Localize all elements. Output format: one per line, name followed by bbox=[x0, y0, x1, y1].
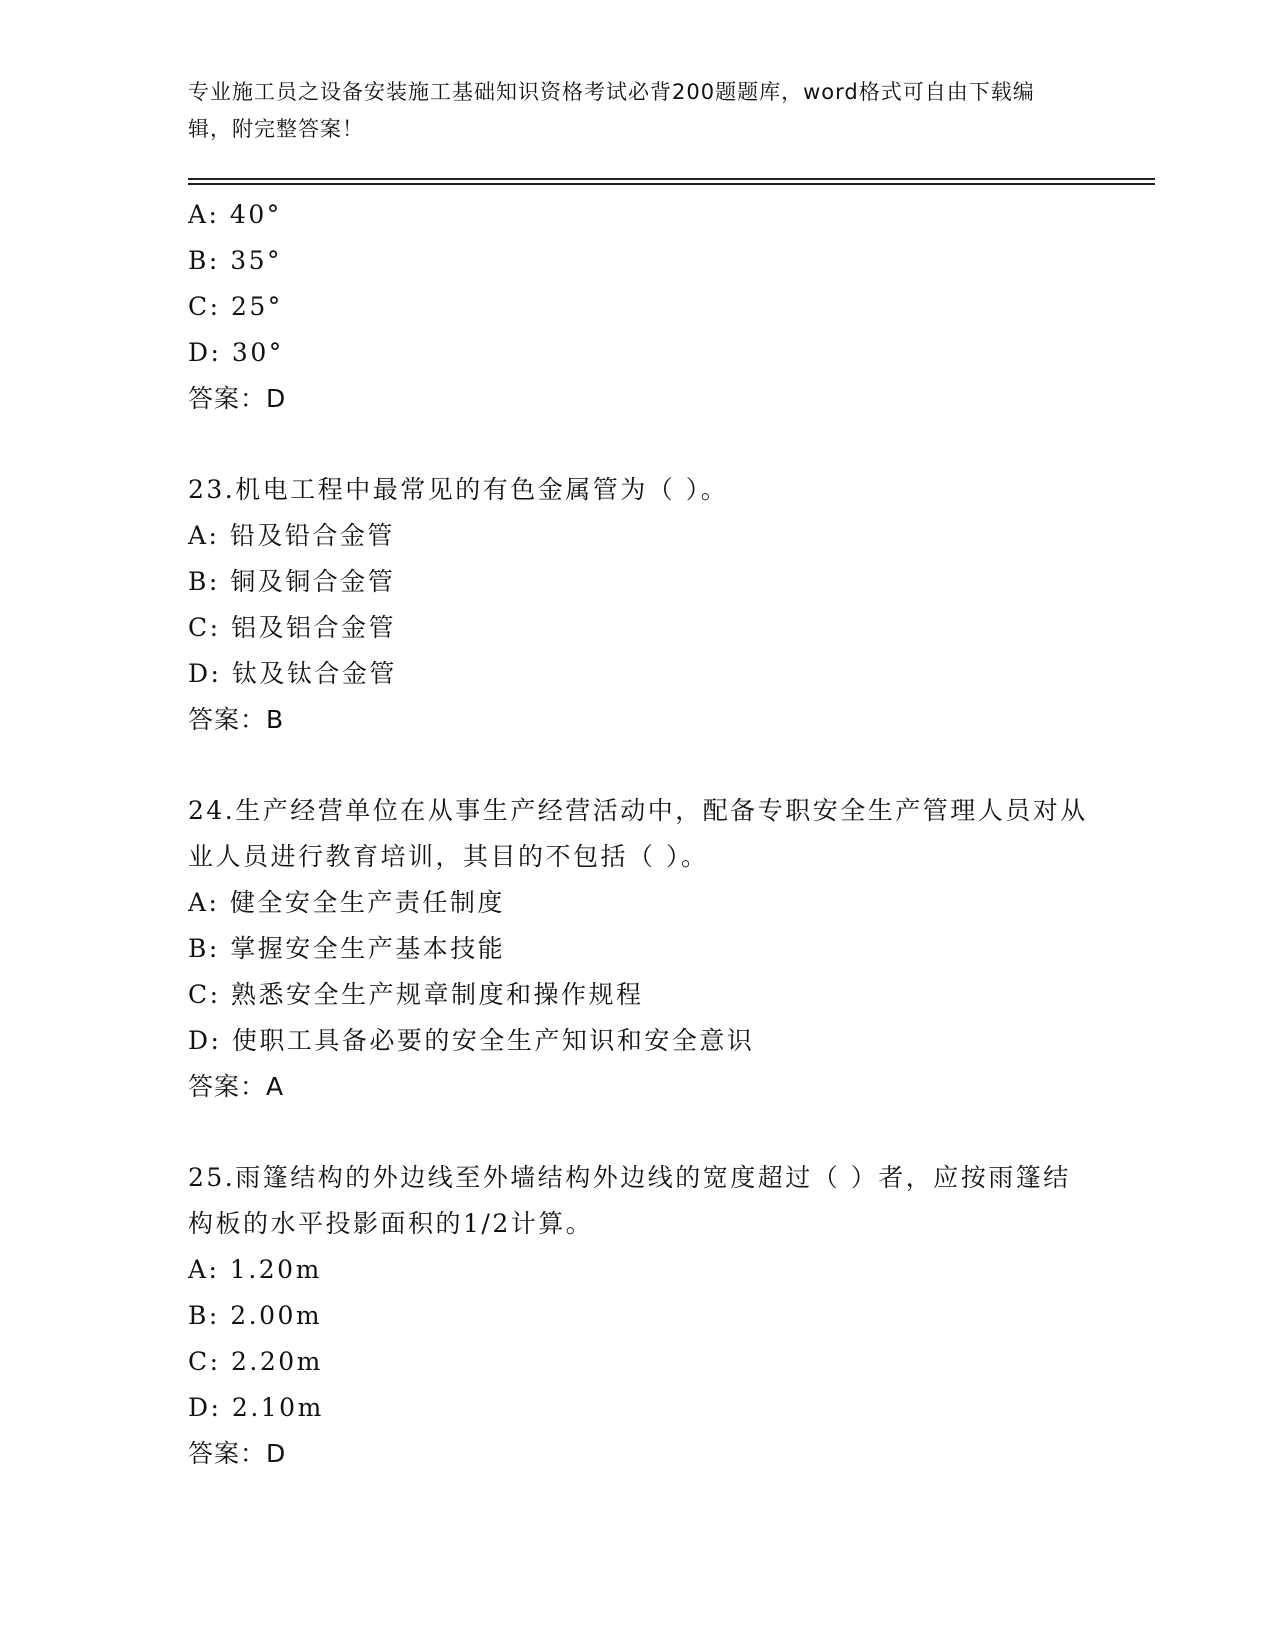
option-c: C: 铝及铝合金管 bbox=[188, 613, 396, 642]
option-b: B: 35° bbox=[188, 246, 283, 275]
question-24 bbox=[188, 788, 1088, 1110]
option-c: C: 熟悉安全生产规章制度和操作规程 bbox=[188, 980, 644, 1009]
question-23 bbox=[188, 467, 1088, 743]
question-stem: 24.生产经营单位在从事生产经营活动中，配备专职安全生产管理人员对从业人员进行教育培训，其目的不包括（ ）。 bbox=[188, 796, 1088, 871]
option-d: D: 使职工具备必要的安全生产知识和安全意识 bbox=[188, 1026, 755, 1055]
option-a: A: 1.20m bbox=[188, 1255, 322, 1284]
option-a: A: 40° bbox=[188, 200, 282, 229]
header-rule-top bbox=[188, 178, 1155, 180]
option-b: B: 掌握安全生产基本技能 bbox=[188, 934, 506, 963]
option-d: D: 30° bbox=[188, 338, 284, 367]
question-spacer bbox=[188, 743, 1088, 788]
question-stem: 23.机电工程中最常见的有色金属管为（ ）。 bbox=[188, 475, 729, 504]
option-a: A: 铅及铅合金管 bbox=[188, 521, 395, 550]
document-header: 专业施工员之设备安装施工基础知识资格考试必背200题题库，word格式可自由下载编辑，附完整答案！ bbox=[188, 80, 1035, 141]
question-stem: 25.雨篷结构的外边线至外墙结构外边线的宽度超过（ ）者，应按雨篷结构板的水平投影面积的1/2计算。 bbox=[188, 1163, 1071, 1238]
question-spacer bbox=[188, 422, 1088, 467]
question-spacer bbox=[188, 1110, 1088, 1155]
answer-line: 答案：D bbox=[188, 1439, 287, 1468]
option-c: C: 2.20m bbox=[188, 1347, 323, 1376]
question-list bbox=[188, 192, 1088, 1477]
question-22-continued bbox=[188, 192, 1088, 422]
option-d: D: 2.10m bbox=[188, 1393, 324, 1422]
answer-line: 答案：A bbox=[188, 1072, 285, 1101]
question-25 bbox=[188, 1155, 1088, 1477]
header-rule-bottom bbox=[188, 183, 1155, 185]
option-a: A: 健全安全生产责任制度 bbox=[188, 888, 505, 917]
option-b: B: 2.00m bbox=[188, 1301, 323, 1330]
answer-line: 答案：B bbox=[188, 705, 285, 734]
option-b: B: 铜及铜合金管 bbox=[188, 567, 396, 596]
option-d: D: 钛及钛合金管 bbox=[188, 659, 397, 688]
option-c: C: 25° bbox=[188, 292, 283, 321]
answer-line: 答案：D bbox=[188, 384, 287, 413]
